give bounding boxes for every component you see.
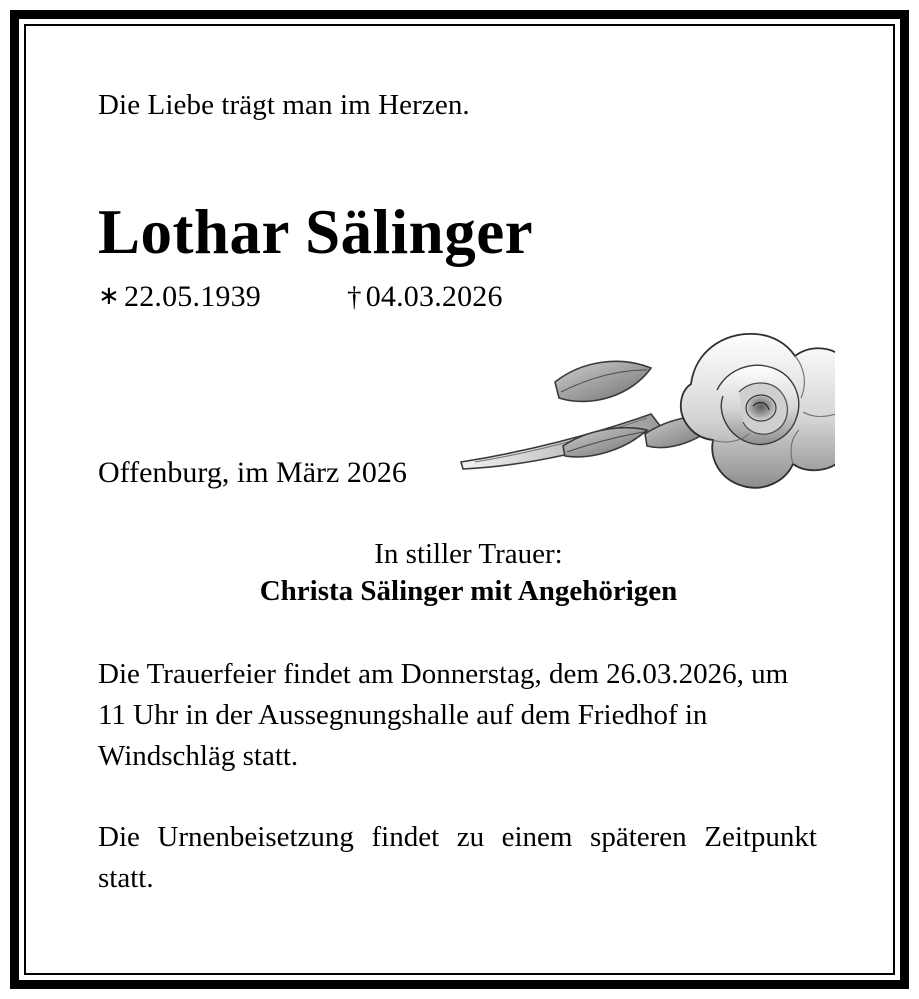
- mourning-intro: In stiller Trauer:: [374, 537, 563, 570]
- outer-border: [10, 10, 909, 989]
- funeral-service-text: Die Trauerfeier findet am Donnerstag, dem 26.03.2026, um 11 Uhr in der Aussegnungshalle auf dem Friedhof in Windschläg statt.: [98, 657, 789, 773]
- urn-burial-text: Die Urnenbeisetzung findet zu einem späteren Zeitpunkt statt.: [98, 821, 817, 895]
- death-date-group: [347, 280, 503, 314]
- mourning-family: Christa Sälinger mit Angehörigen: [259, 574, 678, 607]
- birth-star-icon: ∗: [98, 280, 120, 310]
- deceased-name: Lothar Sälinger: [98, 196, 534, 267]
- death-cross-icon: †: [347, 280, 362, 313]
- inner-border: [24, 24, 895, 975]
- notice-content: [26, 26, 893, 973]
- death-date: 04.03.2026: [365, 279, 503, 313]
- life-dates: [98, 280, 821, 314]
- place-and-month: Offenburg, im März 2026: [98, 455, 407, 489]
- motto-line: Die Liebe trägt man im Herzen.: [98, 89, 470, 121]
- mourning-block: [98, 538, 821, 608]
- birth-date: 22.05.1939: [124, 279, 261, 313]
- birth-date-group: [98, 280, 261, 314]
